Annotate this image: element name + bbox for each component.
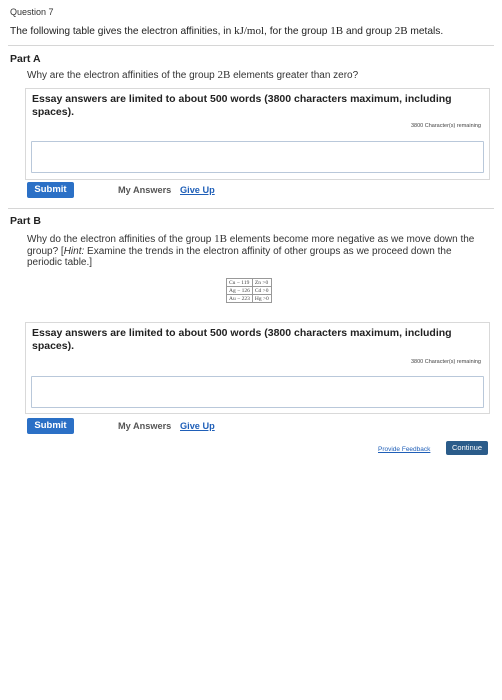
intro-middle: , for the group bbox=[264, 26, 331, 37]
intro-unit: kJ/mol bbox=[234, 25, 265, 37]
table-row bbox=[227, 295, 272, 303]
part-b-question-prefix: Why do the electron affinities of the group bbox=[27, 234, 215, 245]
part-b-question bbox=[27, 234, 477, 269]
part-b-essay-box bbox=[25, 322, 490, 414]
question-intro bbox=[10, 25, 495, 37]
intro-and: and group bbox=[343, 26, 395, 37]
part-a-my-answers-link[interactable]: My Answers bbox=[118, 185, 172, 195]
part-b-title: Part B bbox=[10, 215, 41, 227]
part-a-question-prefix: Why are the electron affinities of the group bbox=[27, 70, 218, 81]
essay-limit-note: Essay answers are limited to about 500 words (3800 characters maximum, including spaces). bbox=[32, 327, 452, 352]
char-count: 3800 Character(s) remaining bbox=[410, 359, 481, 365]
provide-feedback-link[interactable]: Provide Feedback bbox=[378, 446, 431, 453]
part-b-answer-input[interactable] bbox=[31, 376, 484, 408]
table-cell: Ag − 126 bbox=[227, 287, 253, 295]
part-a-give-up-link[interactable]: Give Up bbox=[180, 185, 215, 195]
essay-limit-note: Essay answers are limited to about 500 words (3800 characters maximum, including spaces). bbox=[32, 93, 452, 118]
table-cell: Cu − 119 bbox=[227, 279, 253, 287]
part-a-answer-input[interactable] bbox=[31, 141, 484, 173]
part-a-question-group: 2B bbox=[217, 69, 231, 81]
table-cell: Au − 223 bbox=[227, 295, 253, 303]
intro-group1: 1B bbox=[330, 25, 344, 37]
part-a-title: Part A bbox=[10, 53, 41, 65]
question-number: Question 7 bbox=[10, 7, 54, 17]
table-cell: Zn >0 bbox=[252, 279, 271, 287]
divider bbox=[8, 208, 494, 209]
part-a-question-suffix: elements greater than zero? bbox=[230, 70, 359, 81]
intro-suffix: metals. bbox=[407, 26, 444, 37]
part-b-give-up-link[interactable]: Give Up bbox=[180, 421, 215, 431]
table-cell: Hg >0 bbox=[252, 295, 271, 303]
hint-label: Hint: bbox=[63, 245, 85, 257]
char-count: 3800 Character(s) remaining bbox=[410, 123, 481, 129]
intro-group2: 2B bbox=[394, 25, 408, 37]
part-b-my-answers-link[interactable]: My Answers bbox=[118, 421, 172, 431]
part-b-question-group: 1B bbox=[214, 233, 227, 245]
part-b-question-suffix: Examine the trends in the electron affinity of other groups as we proceed down the periodic table.] bbox=[27, 245, 452, 269]
electron-affinity-table bbox=[226, 278, 272, 303]
continue-button[interactable]: Continue bbox=[446, 441, 488, 455]
intro-prefix: The following table gives the electron affinities, in bbox=[10, 26, 235, 37]
part-b-question-middle: elements become more negative as we move down the group? [ bbox=[27, 234, 475, 257]
table-row bbox=[227, 287, 272, 295]
part-b-submit-button[interactable]: Submit bbox=[27, 418, 74, 434]
part-a-essay-box bbox=[25, 88, 490, 180]
table-row bbox=[227, 279, 272, 287]
divider bbox=[8, 45, 494, 46]
table-cell: Cd >0 bbox=[252, 287, 271, 295]
part-a-question bbox=[27, 70, 477, 82]
part-a-submit-button[interactable]: Submit bbox=[27, 182, 74, 198]
